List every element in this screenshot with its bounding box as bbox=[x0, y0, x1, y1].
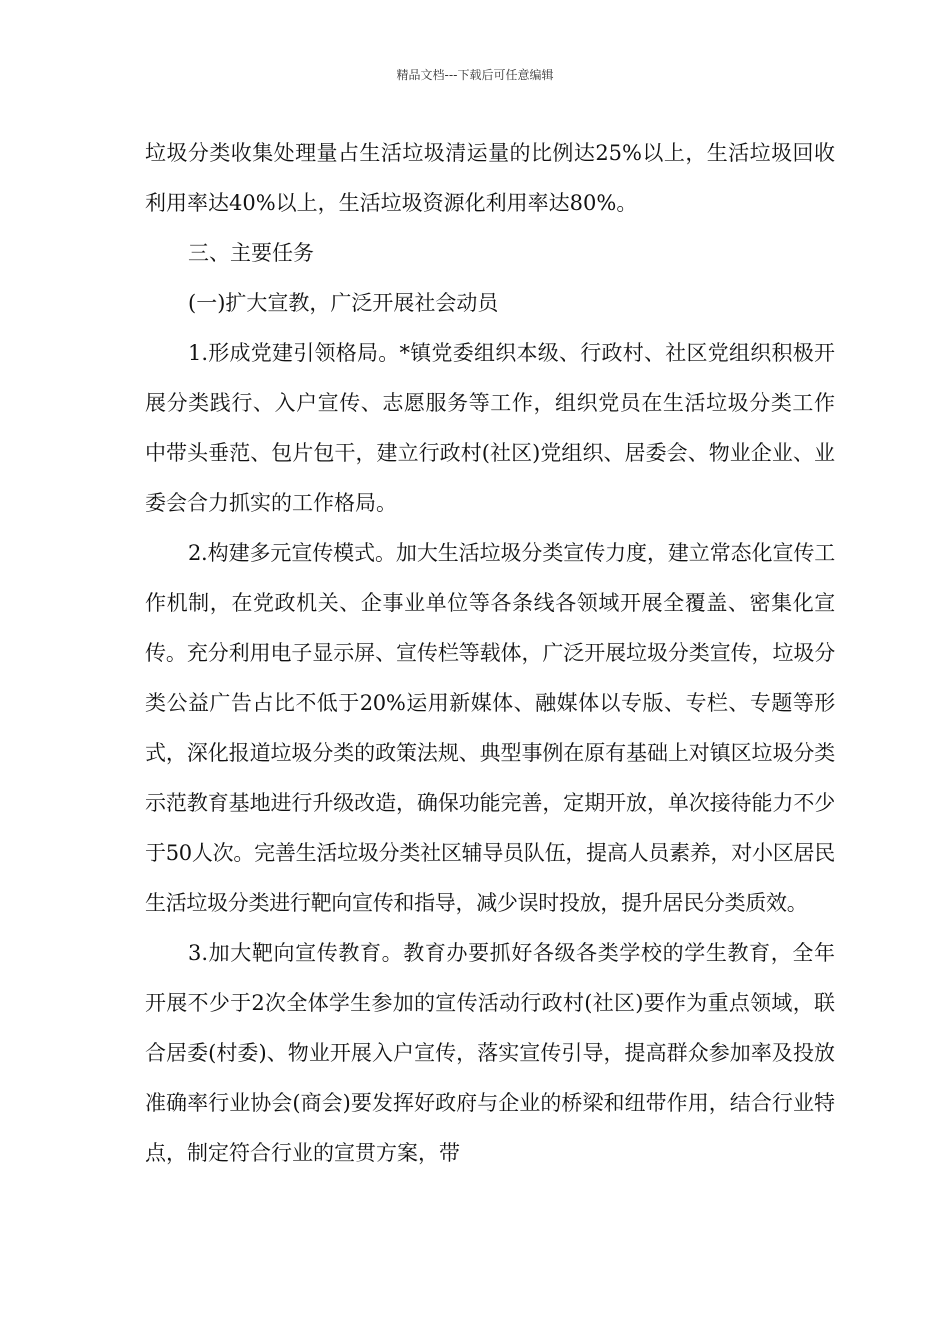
section-heading: 三、主要任务 bbox=[188, 241, 314, 265]
paragraph-item-3: 3.加大靶向宣传教育。教育办要抓好各级各类学校的学生教育，全年开展不少于2次全体学生参加的宣传活动行政村(社区)要作为重点领域，联合居委(村委)、物业开展入户宣传，落实宣传引导，提高群众参加率及投放准确率行业协会(商会)要发挥好政府与企业的桥梁和纽带作用，结合行业特点，制定符合行业的宣贯方案，带 bbox=[145, 941, 835, 1165]
paragraph-item-1: 1.形成党建引领格局。*镇党委组织本级、行政村、社区党组织积极开展分类践行、入户宣传、志愿服务等工作，组织党员在生活垃圾分类工作中带头垂范、包片包干，建立行政村(社区)党组织、居委会、物业企业、业委会合力抓实的工作格局。 bbox=[145, 341, 835, 515]
paragraph-intro: 垃圾分类收集处理量占生活垃圾清运量的比例达25%以上，生活垃圾回收利用率达40%以上，生活垃圾资源化利用率达80%。 bbox=[145, 141, 835, 215]
document-body bbox=[145, 128, 835, 1178]
page-header: 精品文档---下载后可任意编辑 bbox=[396, 68, 554, 82]
subsection-heading: (一)扩大宣教，广泛开展社会动员 bbox=[188, 291, 499, 315]
paragraph-item-2: 2.构建多元宣传模式。加大生活垃圾分类宣传力度，建立常态化宣传工作机制，在党政机关、企事业单位等各条线各领域开展全覆盖、密集化宣传。充分利用电子显示屏、宣传栏等载体，广泛开展垃圾分类宣传，垃圾分类公益广告占比不低于20%运用新媒体、融媒体以专版、专栏、专题等形式，深化报道垃圾分类的政策法规、典型事例在原有基础上对镇区垃圾分类示范教育基地进行升级改造，确保功能完善，定期开放，单次接待能力不少于50人次。完善生活垃圾分类社区辅导员队伍，提高人员素养，对小区居民生活垃圾分类进行靶向宣传和指导，减少误时投放，提升居民分类质效。 bbox=[145, 541, 835, 915]
